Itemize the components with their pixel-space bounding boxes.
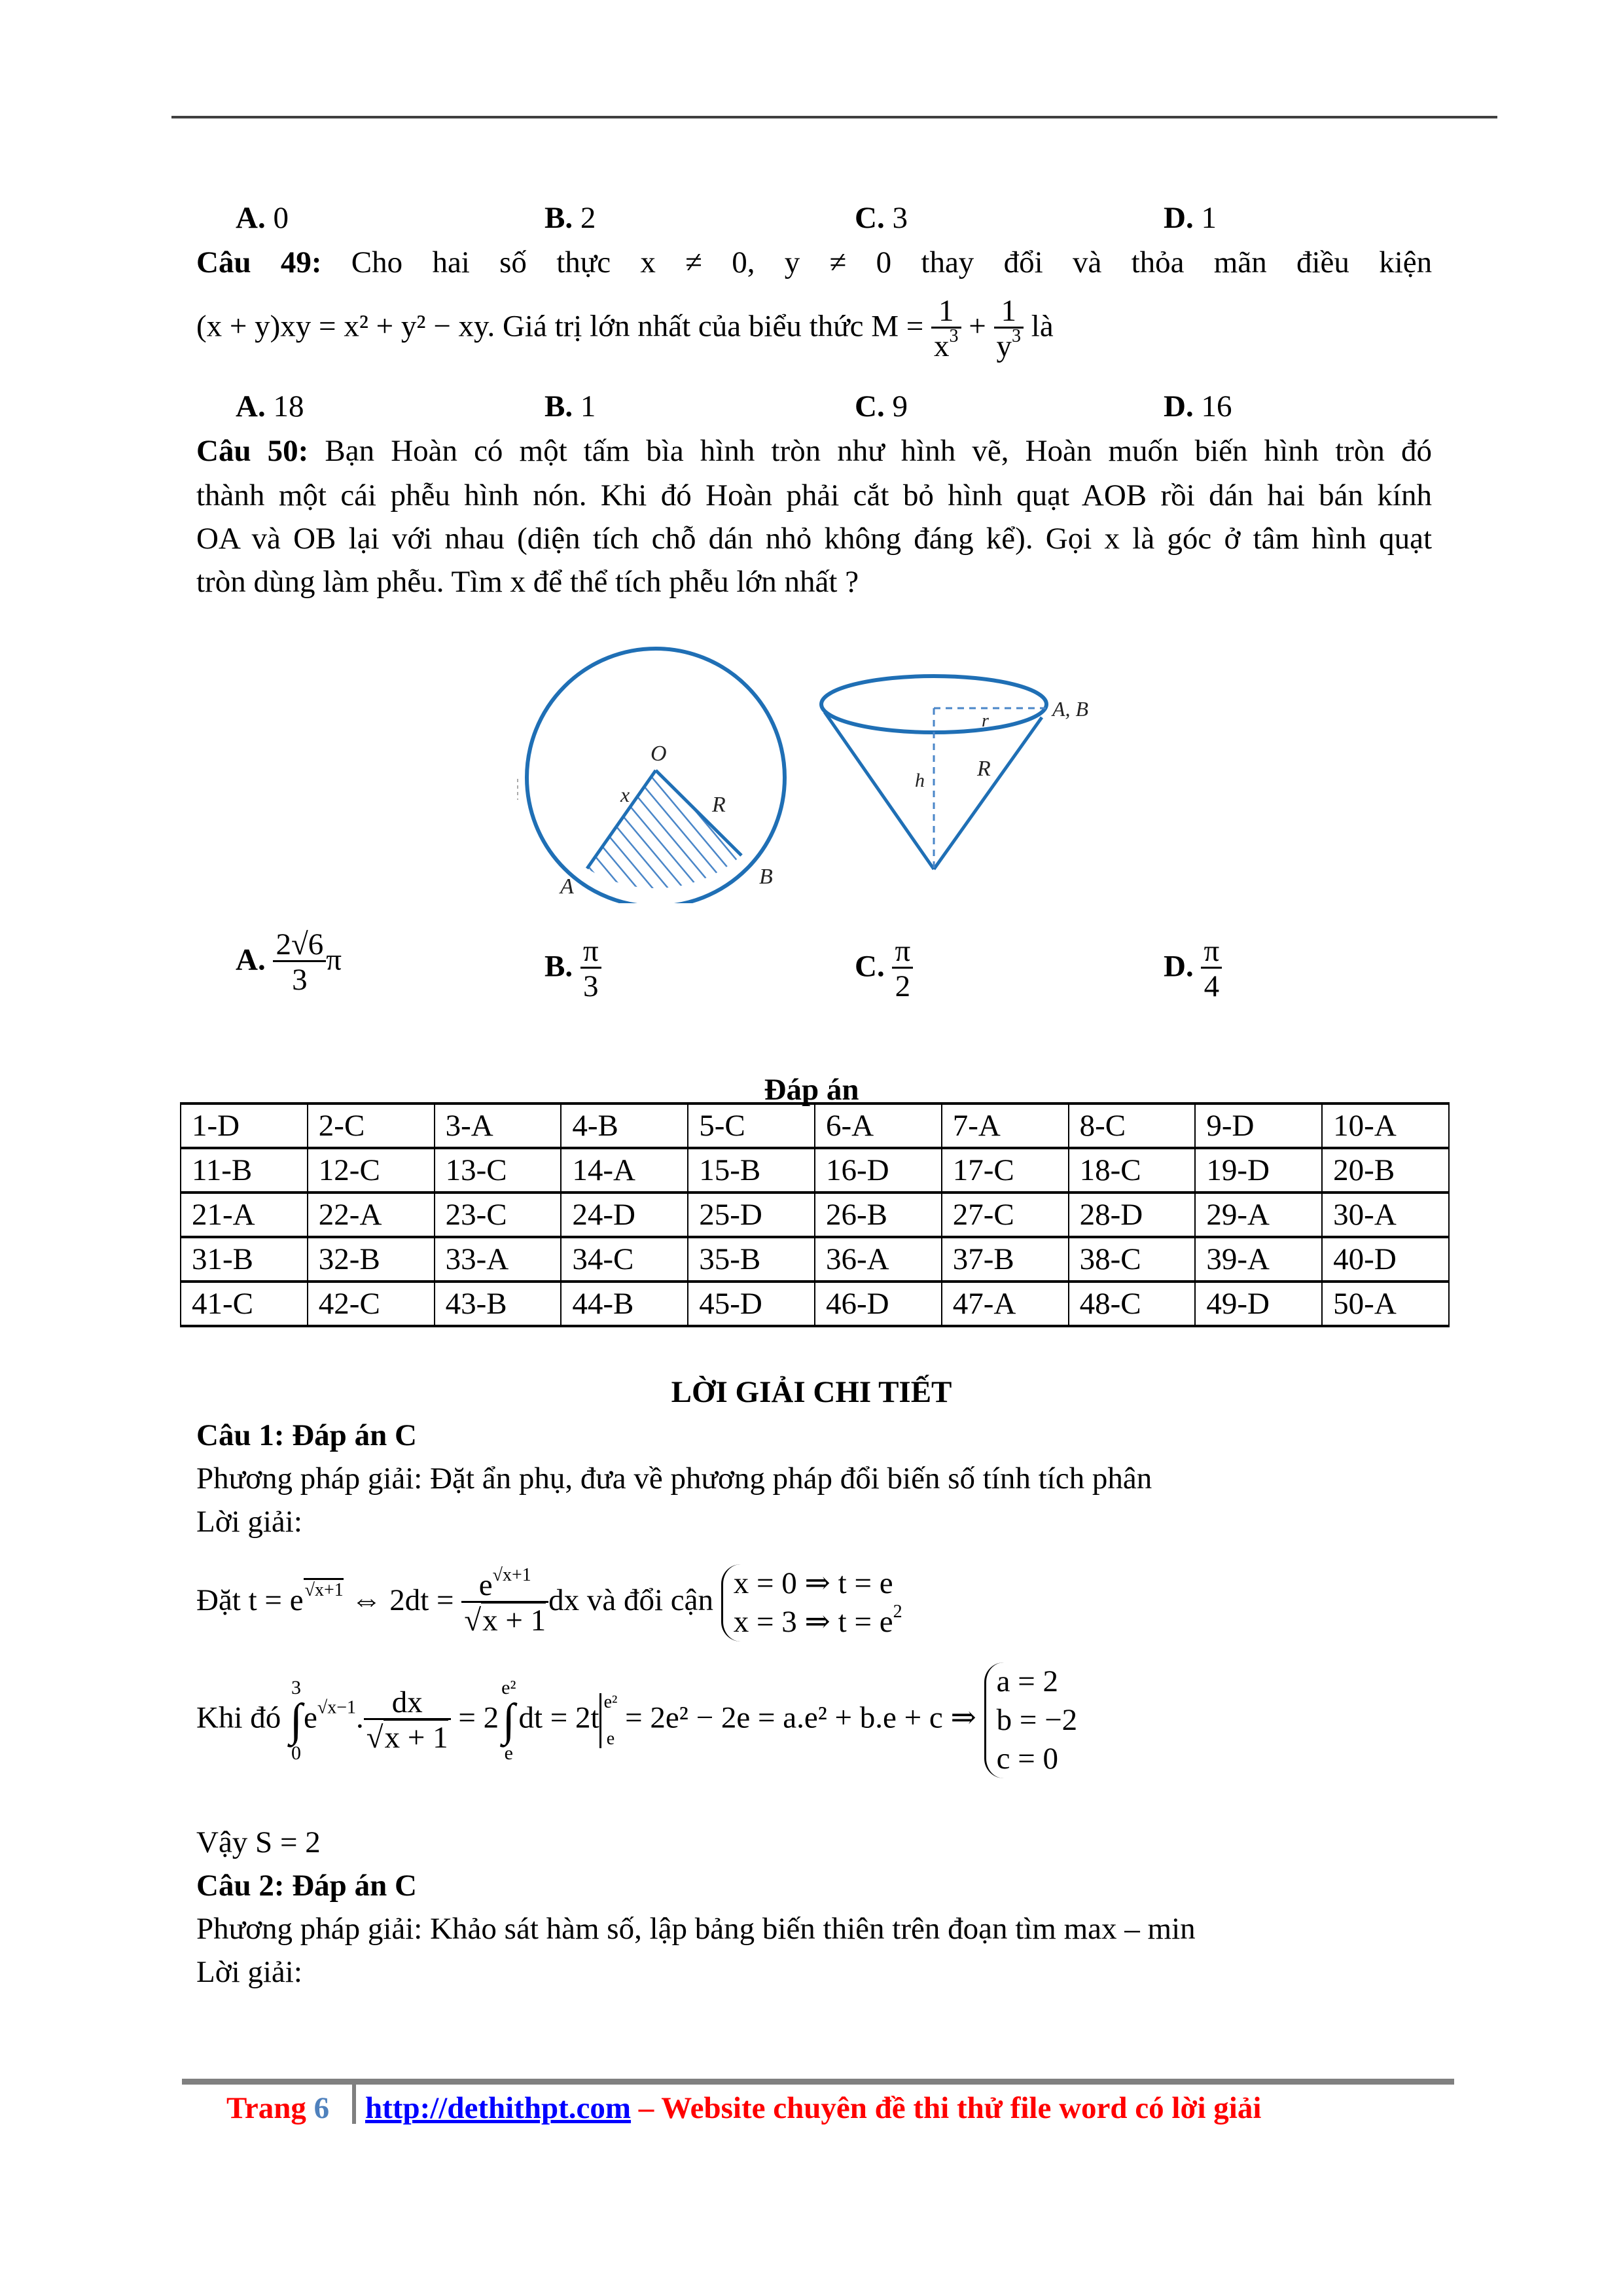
answer-key-table [180, 1102, 1450, 1327]
label-ab: A, B [1052, 697, 1089, 721]
answer-cell: 30-A [1322, 1193, 1449, 1237]
answer-cell: 21-A [181, 1193, 308, 1237]
q50-number: Câu 50: [196, 434, 309, 468]
answer-key-title: Đáp án [764, 1073, 859, 1107]
circle-diagram [518, 649, 785, 903]
q49-option-c: C. 9 [855, 389, 908, 423]
q48-option-b: B. 2 [544, 201, 596, 235]
q50-line4: tròn dùng làm phễu. Tìm x để thể tích phễu lớn nhất ? [196, 565, 859, 599]
q49-number: Câu 49: [196, 245, 322, 279]
label-r-big: R [712, 793, 726, 817]
q1-method: Phương pháp giải: Đặt ẩn phụ, đưa về phương pháp đổi biến số tính tích phân [196, 1462, 1152, 1496]
answer-cell: 49-D [1195, 1282, 1322, 1326]
q1-coefficients-system: a = 2 b = −2 c = 0 [984, 1662, 1078, 1778]
q49-word: Cho [351, 245, 403, 279]
answer-cell: 38-C [1069, 1237, 1196, 1282]
q2-heading: Câu 2: Đáp án C [196, 1869, 417, 1903]
label-h: h [915, 770, 925, 791]
answer-cell: 18-C [1069, 1148, 1196, 1193]
answer-cell: 27-C [942, 1193, 1069, 1237]
q1-bounds-system: x = 0 ⇒ t = e x = 3 ⇒ $t = e^2$ [721, 1564, 902, 1641]
answer-cell: 35-B [688, 1237, 815, 1282]
answer-cell: 34-C [561, 1237, 688, 1282]
answer-cell: 45-D [688, 1282, 815, 1326]
answer-cell: 26-B [815, 1193, 942, 1237]
q49-word: số [499, 245, 527, 279]
answer-cell: 32-B [308, 1237, 435, 1282]
answer-cell: 2-C [308, 1103, 435, 1148]
answer-cell: 12-C [308, 1148, 435, 1193]
label-b: B [759, 865, 773, 889]
q1-heading: Câu 1: Đáp án C [196, 1418, 417, 1452]
q48-option-c: C. 3 [855, 201, 908, 235]
q49-option-a: A. 18 [236, 389, 304, 423]
q1-step2: Khi đó 3 ∫ 0 $e^{√x-1}$. $\frac{dx}{√x + 1}$ = 2 e² ∫ e dt = 2t e² e = 2e² − 2e = a.e² + b.e + c ⇒ a = 2 b = −2 c = 0 [196, 1662, 1077, 1778]
footer-site [365, 2093, 1261, 2124]
footer-tagline: – Website chuyên đề thi thử file word có lời giải [638, 2091, 1262, 2125]
label-o: O [651, 742, 667, 766]
label-a: A [560, 874, 574, 899]
q49-word: kiện [1379, 245, 1433, 279]
q2-method: Phương pháp giải: Khảo sát hàm số, lập bảng biến thiên trên đoạn tìm max – min [196, 1912, 1196, 1946]
sector-hatch [587, 770, 741, 888]
footer-divider [352, 2085, 356, 2124]
footer-rule [182, 2079, 1454, 2085]
answer-cell: 31-B [181, 1237, 308, 1282]
answer-cell: 24-D [561, 1193, 688, 1237]
answer-cell: 16-D [815, 1148, 942, 1193]
q50-figure [510, 628, 1132, 903]
q49-line2: (x + y)xy = x² + y² − xy. Giá trị lớn nhất của biểu thức M = $\frac{1}{x^3}$ + $\frac{1}{y^3}$ là [196, 294, 1054, 363]
cone-side-right [934, 717, 1042, 869]
q49-word: và [1072, 245, 1102, 279]
answer-cell: 25-D [688, 1193, 815, 1237]
label-r-slant: R [977, 757, 991, 781]
answer-cell: 3-A [435, 1103, 562, 1148]
footer-page [226, 2093, 329, 2124]
answer-cell: 23-C [435, 1193, 562, 1237]
answer-cell: 8-C [1069, 1103, 1196, 1148]
answer-cell: 42-C [308, 1282, 435, 1326]
q1-step1: Đặt $t = e^{√x+1}$ ⇔ 2dt = $\frac{e^{√x+1}}{√x + 1}$ dx và đổi cận x = 0 ⇒ t = e x = 3 ⇒ $t = e^2$ [196, 1564, 902, 1641]
footer-page-number: 6 [313, 2091, 330, 2125]
q49-word: đổi [1003, 245, 1043, 279]
answer-cell: 1-D [181, 1103, 308, 1148]
label-x: x [620, 783, 630, 806]
answer-cell: 41-C [181, 1282, 308, 1326]
q2-solution-label: Lời giải: [196, 1955, 302, 1989]
answer-cell: 10-A [1322, 1103, 1449, 1148]
q49-option-b: B. 1 [544, 389, 596, 423]
answer-cell: 43-B [435, 1282, 562, 1326]
answer-cell: 46-D [815, 1282, 942, 1326]
answer-row [181, 1148, 1449, 1193]
q50-option-a: A. $\frac{2√6}{3}$ π [236, 927, 342, 997]
q50-option-d: D. $\frac{\pi}{4}$ [1164, 936, 1222, 1002]
answer-cell: 14-A [561, 1148, 688, 1193]
answer-row [181, 1282, 1449, 1326]
header-rule [171, 116, 1497, 118]
answer-cell: 9-D [1195, 1103, 1322, 1148]
answer-row [181, 1237, 1449, 1282]
answer-cell: 47-A [942, 1282, 1069, 1326]
q50-line2: thành một cái phễu hình nón. Khi đó Hoàn phải cắt bỏ hình quạt AOB rồi dán hai bán kính [196, 478, 1432, 512]
q49-word: thay [921, 245, 974, 279]
solutions-title: LỜI GIẢI CHI TIẾT [671, 1375, 952, 1409]
answer-cell: 6-A [815, 1103, 942, 1148]
answer-row [181, 1193, 1449, 1237]
q50-line3: OA và OB lại với nhau (diện tích chỗ dán nhỏ không đáng kể). Gọi x là góc ở tâm hình quạt [196, 522, 1432, 556]
q48-option-d: D. 1 [1164, 201, 1217, 235]
q50-option-c: C. $\frac{\pi}{2}$ [855, 936, 913, 1002]
q49-option-d: D. 16 [1164, 389, 1232, 423]
answer-cell: 28-D [1069, 1193, 1196, 1237]
footer-page-word: Trang [226, 2091, 306, 2125]
q50-line1: Câu 50: Bạn Hoàn có một tấm bìa hình tròn như hình vẽ, Hoàn muốn biến hình tròn đó [196, 434, 1433, 468]
answer-cell: 37-B [942, 1237, 1069, 1282]
answer-cell: 33-A [435, 1237, 562, 1282]
q1-solution-label: Lời giải: [196, 1505, 302, 1539]
answer-cell: 50-A [1322, 1282, 1449, 1326]
answer-cell: 7-A [942, 1103, 1069, 1148]
q49-word: thỏa [1131, 245, 1185, 279]
answer-cell: 22-A [308, 1193, 435, 1237]
answer-cell: 5-C [688, 1103, 815, 1148]
cone-diagram [821, 676, 1088, 869]
q49-frac-2: $\frac{1}{y^3}$ [994, 296, 1024, 362]
q50-option-b: B. $\frac{\pi}{3}$ [544, 936, 601, 1002]
q49-word: mãn [1213, 245, 1267, 279]
answer-cell: 40-D [1322, 1237, 1449, 1282]
answer-cell: 17-C [942, 1148, 1069, 1193]
q49-condition: (x + y)xy = x² + y² − xy. [196, 309, 495, 344]
answer-cell: 36-A [815, 1237, 942, 1282]
q49-word: x ≠ 0, y ≠ 0 [640, 245, 892, 279]
footer-link[interactable]: http://dethithpt.com [365, 2091, 632, 2125]
answer-cell: 15-B [688, 1148, 815, 1193]
q1-conclusion: Vậy S = 2 [196, 1825, 321, 1859]
answer-cell: 29-A [1195, 1193, 1322, 1237]
answer-cell: 44-B [561, 1282, 688, 1326]
q49-word: thực [556, 245, 611, 279]
q49-frac-1: $\frac{1}{x^3}$ [931, 296, 961, 362]
answer-cell: 48-C [1069, 1282, 1196, 1326]
q48-option-a: A. 0 [236, 201, 289, 235]
answer-cell: 13-C [435, 1148, 562, 1193]
answer-cell: 19-D [1195, 1148, 1322, 1193]
label-r-small: r [982, 711, 989, 731]
answer-cell: 39-A [1195, 1237, 1322, 1282]
answer-cell: 20-B [1322, 1148, 1449, 1193]
answer-row [181, 1103, 1449, 1148]
answer-cell: 11-B [181, 1148, 308, 1193]
q49-line1 [196, 247, 1432, 278]
q49-word: hai [432, 245, 470, 279]
q49-word: điều [1296, 245, 1349, 279]
answer-cell: 4-B [561, 1103, 688, 1148]
